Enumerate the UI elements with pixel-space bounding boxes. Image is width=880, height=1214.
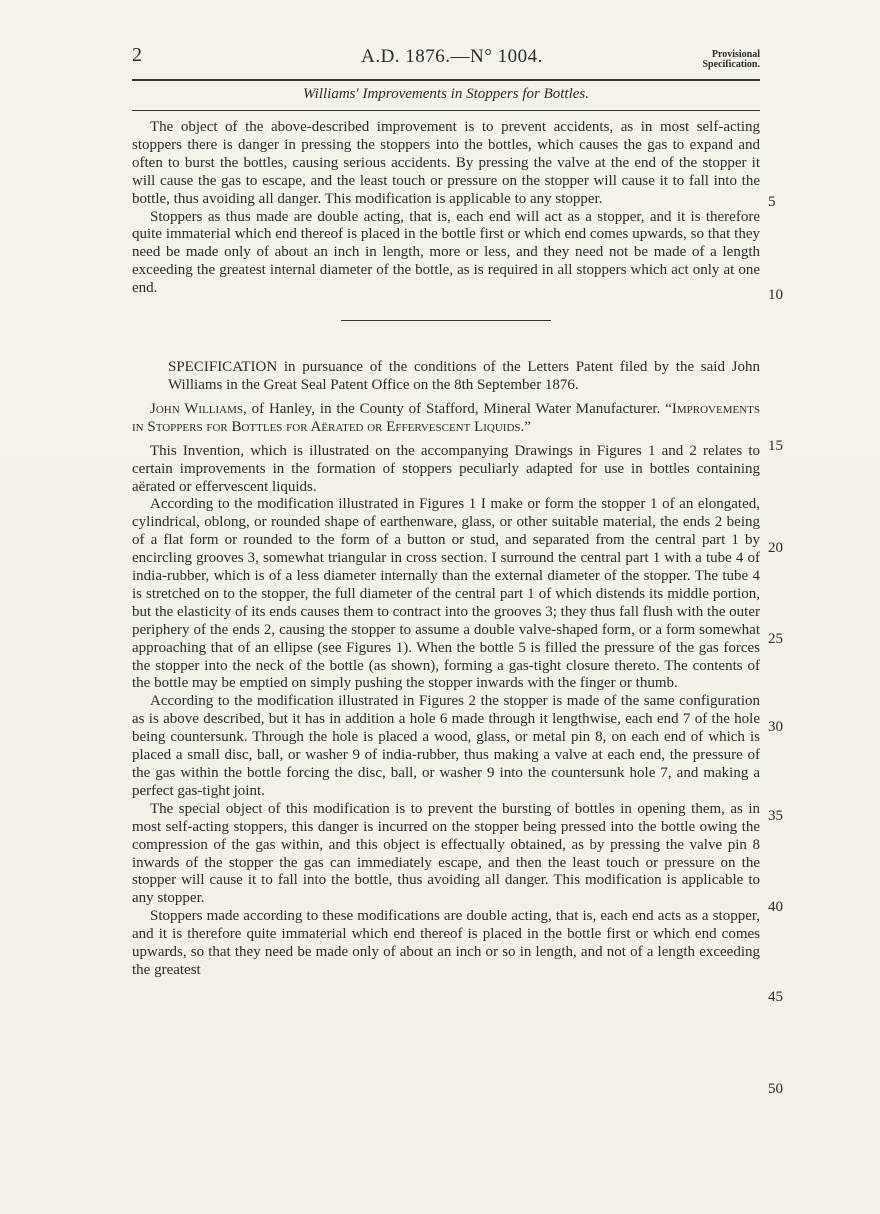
invention-title-close: ” <box>524 418 531 435</box>
invention-title: Improvements in Stoppers for Bottles for Aërated or Effervescent Liquids. <box>132 400 760 435</box>
line-number-10: 10 <box>768 287 783 303</box>
line-number-30: 30 <box>768 719 783 735</box>
applicant-paragraph <box>132 401 760 437</box>
line-number-25: 25 <box>768 631 783 647</box>
line-number-5: 5 <box>768 194 776 210</box>
document-body <box>132 119 760 980</box>
spec-paragraph-2: According to the modification illustrated in Figures 1 I make or form the stopper 1 of an elongated, cylindrical, oblong, or rounded shape of earthenware, glass, or other suitable material, the ends 2 being of a flat form or rounded to the form of a button or stud, and separated from the central part 1 by encircling grooves 3, somewhat triangular in cross section. I surround the central part 1 with a tube 4 of india-rubber, which is of a less diameter internally than the external diameter of the stopper. The tube 4 is stretched on to the stopper, the full diameter of the central part 1 of which distends its middle portion, but the elasticity of its ends causes them to contract into the grooves 3; they thus fall flush with the outer periphery of the ends 2, causing the stopper to assume a double valve-shaped form, or a form somewhat approaching that of an ellipse (see Figures 1). When the bottle 5 is filled the pressure of the gas forces the stopper into the neck of the bottle (as shown), forming a gas-tight closure thereto. The contents of the bottle may be emptied on simply pushing the stopper inwards with the finger or thumb. <box>132 496 760 692</box>
running-title: Williams' Improvements in Stoppers for Bottles. <box>303 86 589 102</box>
line-number-45: 45 <box>768 989 783 1005</box>
line-number-20: 20 <box>768 540 783 556</box>
subtitle-rule <box>132 110 760 111</box>
spec-paragraph-1: This Invention, which is illustrated on the accompanying Drawings in Figures 1 and 2 relates to certain improvements in the formation of stoppers peculiarly adapted for use in bottles containing aërated or effervescent liquids. <box>132 442 760 495</box>
provisional-paragraph-1: The object of the above-described improvement is to prevent accidents, as in most self-acting stoppers there is danger in pressing the stoppers into the bottles, which causes the gas to expand and often to burst the bottles, causing serious accidents. By pressing the valve at the end of the stopper it will cause the gas to escape, and the least touch or pressure on the stopper will cause it to fall into the bottle, thus avoiding all danger. This modification is applicable to any stopper. <box>132 119 760 207</box>
provisional-label-line2: Specification. <box>702 59 760 70</box>
provisional-label-line1: Provisional <box>711 49 760 60</box>
line-number-50: 50 <box>768 1081 783 1097</box>
provisional-paragraph-2: Stoppers as thus made are double acting, that is, each end will act as a stopper, and it is therefore quite immaterial which end thereof is placed in the bottle first or which end comes upwards, so that they need be made only of about an inch in length, more or less, and they need not be made of a length exceeding the greatest internal diameter of the bottle, as is required in all stoppers which act only at one end. <box>132 208 760 297</box>
specification-heading: SPECIFICATION in pursuance of the conditions of the Letters Patent filed by the said John Williams in the Great Seal Patent Office on the 8th September 1876. <box>168 359 760 393</box>
line-number-15: 15 <box>768 438 783 454</box>
applicant-intro: , of Hanley, in the County of Stafford, Mineral Water Manufacturer. “ <box>243 400 672 417</box>
line-number-40: 40 <box>768 899 783 915</box>
document-title: A.D. 1876.—N° 1004. <box>361 46 543 67</box>
page-number: 2 <box>132 44 142 66</box>
page-header <box>132 44 760 78</box>
applicant-name: John Williams <box>150 400 244 417</box>
provisional-specification-label <box>703 50 761 70</box>
spec-paragraph-3: According to the modification illustrated in Figures 2 the stopper is made of the same configuration as is above described, but it has in addition a hole 6 made through it lengthwise, each end 7 of the hole being countersunk. Through the hole is placed a wood, glass, or metal pin 8, on each end of which is placed a small disc, ball, or washer 9 of india-rubber, thus making a valve at each end, the pressure of the gas within the bottle forcing the disc, ball, or washer 9 into the countersunk hole 7, and making a perfect gas-tight joint. <box>132 693 760 799</box>
spec-paragraph-5: Stoppers made according to these modifications are double acting, that is, each end acts as a stopper, and it is therefore quite immaterial which end thereof is placed in the bottle first or which end comes upwards, so that they need be made only of about an inch or so in length, and not of a length exceeding the greatest <box>132 908 760 978</box>
line-number-35: 35 <box>768 808 783 824</box>
header-rule <box>132 79 760 81</box>
spec-paragraph-4: The special object of this modification is to prevent the bursting of bottles in opening them, as in most self-acting stoppers, this danger is incurred on the stopper being pressed into the bottle owing the compression of the gas within, and this object is effectually obtained, as by pressing the valve pin 8 inwards of the stopper the gas can immediately escape, and then the least touch or pressure on the stopper will cause it to fall into the bottle, thus avoiding all danger. This modification is applicable to any stopper. <box>132 800 760 907</box>
section-divider <box>341 320 551 321</box>
